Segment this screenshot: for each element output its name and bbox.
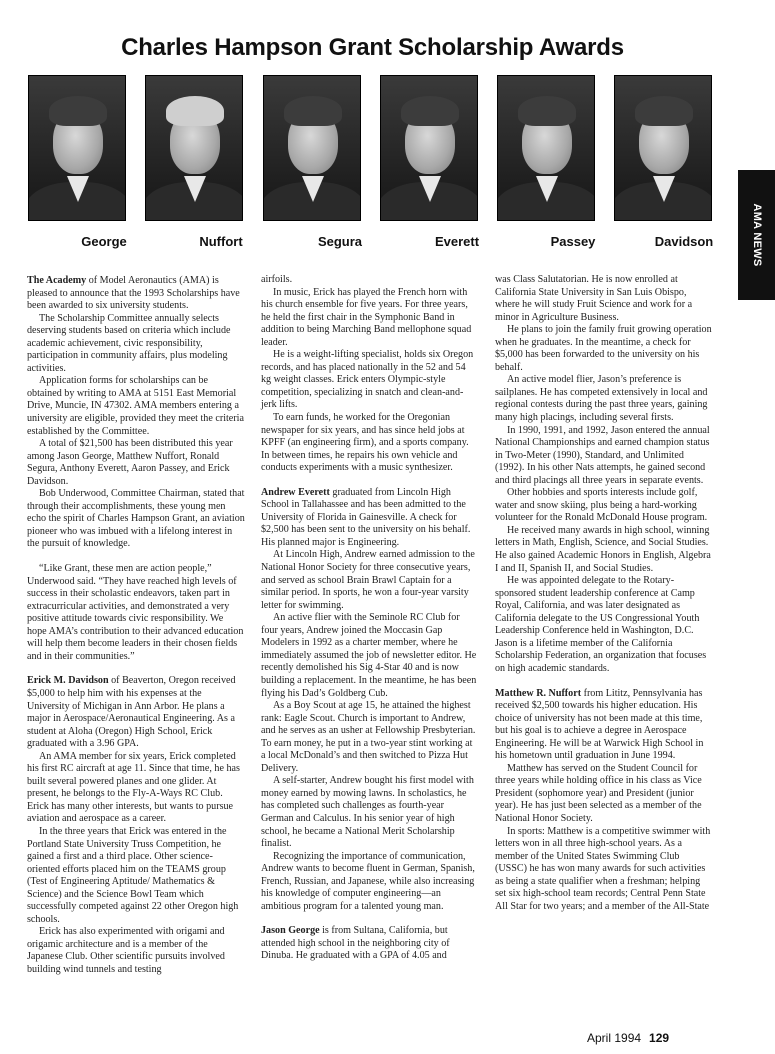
issue-date: April 1994 xyxy=(587,1031,642,1045)
article-column-2 xyxy=(261,274,478,963)
paragraph-text: “Like Grant, these men are action people,” Underwood said. “They have reached high levels of success in their scholastic endeavors, taken part in extracurricular activities, and demonstrated a very positive attitude towards civic responsibility. We hope AMA’s contribution to their advanced education will help them become leaders in their chosen fields and in their communities.” xyxy=(27,563,244,662)
paragraph-text: of Model Aeronautics (AMA) is pleased to announce that the 1993 Scholarships have been awarded to six university students. xyxy=(27,275,240,312)
paragraph-lead: Erick M. Davidson xyxy=(27,675,109,687)
article-column-3 xyxy=(495,274,713,913)
paragraph-text: He received many awards in high school, winning letters in Math, English, Science, and Social Studies. He also gained Academic Honors in English, Algebra I and II, Spanish II, and Social Studies. xyxy=(495,524,711,574)
paragraph-text: He is a weight-lifting specialist, holds six Oregon records, and has placed nationally in the 52 and 54 kg weight classes. Erick enters Olympic-style competition, specializing in snatch and clean-and-jerk lifts. xyxy=(261,349,474,411)
article-paragraph xyxy=(495,487,713,525)
article-paragraph xyxy=(261,274,478,287)
paragraph-text: Other hobbies and sports interests include golf, water and snow skiing, plus being a hard-working volunteer for the Ronald McDonald House program. xyxy=(495,487,708,524)
paragraph-text: A self-starter, Andrew bought his first model with money earned by mowing lawns. In scholastics, he has completed such challenges as fourth-year German and Calculus. In his senior year of high school, he became a National Merit Scholarship finalist. xyxy=(261,775,474,850)
paragraph-text: Bob Underwood, Committee Chairman, stated that through their accomplishments, these young men echo the spirit of Charles Hampson Grant, an aviation pioneer who was imbued with a lifelong interest in the pursuit of knowledge. xyxy=(27,488,245,550)
photo-segura xyxy=(263,75,361,221)
paragraph-text: Application forms for scholarships can be obtained by writing to AMA at 5151 East Memorial Drive, Muncie, IN 47302. AMA members entering a university are eligible, provided they meet the criteria established by the Committee. xyxy=(27,375,244,437)
article-paragraph xyxy=(261,925,478,963)
paragraph-text: In the three years that Erick was entered in the Portland State University Truss Competition, he gained a first and a third place. Other science-oriented efforts placed him on the TEAMS group (Test of Engineering Aptitude/ Mathematics & Science) and the Science Bowl Team which successfully competed against 22 other Oregon high schools. xyxy=(27,825,239,925)
paragraph-text: An AMA member for six years, Erick completed his first RC aircraft at age 11. Since that time, he has built several powered planes and one glider. At present, he belongs to the Fly-A-Ways RC Club. Erick has many other interests, but wants to pursue aviation and aerospace as a career. xyxy=(27,750,240,825)
article-paragraph xyxy=(495,826,713,914)
paragraph-text: graduated from Lincoln High School in Tallahassee and has been admitted to the University of Florida in Gainesville. A check for $2,500 has been sent to the university on his behalf. His planned major is Engineering. xyxy=(261,486,471,548)
paragraph-text: Recognizing the importance of communication, Andrew wants to become fluent in German, Spanish, French, Russian, and Japanese, while also increasing his knowledge of computer engineering—an ambitious program for a talented young man. xyxy=(261,850,475,912)
page-title: Charles Hampson Grant Scholarship Awards xyxy=(121,34,624,61)
paragraph-text: of Beaverton, Oregon received $5,000 to help him with his expenses at the University of Michigan in Ann Arbor. He plans a major in Aerospace/Aeronautical Engineering. As a student at Aloha (Oregon) High School, Erick graduated with a 3.96 GPA. xyxy=(27,675,236,750)
photo-davidson xyxy=(614,75,712,221)
caption-passey: Passey xyxy=(550,234,596,249)
article-paragraph xyxy=(27,438,245,488)
article-paragraph xyxy=(27,926,245,976)
article-paragraph xyxy=(261,287,478,350)
article-paragraph xyxy=(261,775,478,850)
article-paragraph xyxy=(261,700,478,775)
paragraph-text: He was appointed delegate to the Rotary-sponsored student leadership conference at Camp Royal, California, and was later designated as California delegate to the US Congressional Youth Leadership Conference held in Washington, D.C. Jason is a lifetime member of the California Scholarship Federation, an organization that focuses on high academic standards. xyxy=(495,575,707,674)
paragraph-text: A total of $21,500 has been distributed this year among Jason George, Matthew Nuffort, Ronald Segura, Anthony Everett, Aaron Passey, and Erick Davidson. xyxy=(27,438,233,487)
caption-nuffort: Nuffort xyxy=(199,234,243,249)
article-paragraph xyxy=(495,525,713,575)
section-tab-label: AMA NEWS xyxy=(750,203,763,267)
article-paragraph xyxy=(27,275,245,313)
paragraph-text: Matthew has served on the Student Council for three years while holding office in his class as Vice President (sophomore year) and President (junior year). He has just been selected as a member of the National Honor Society. xyxy=(495,762,702,824)
article-column-1 xyxy=(27,275,245,977)
article-paragraph xyxy=(495,688,713,763)
paragraph-text: from Lititz, Pennsylvania has received $2,500 towards his higher education. His choice of university has not been made at this time, but his goal is to achieve a degree in Aerospace Engineering. He will be at Warwick High School in his hometown until graduation in June 1994. xyxy=(495,687,704,762)
article-paragraph xyxy=(261,349,478,412)
caption-everett: Everett xyxy=(434,234,480,249)
paragraph-lead: The Academy xyxy=(27,275,87,286)
article-paragraph xyxy=(27,826,245,926)
article-paragraph xyxy=(27,675,245,750)
paragraph-lead: Matthew R. Nuffort xyxy=(495,687,582,699)
paragraph-text: In 1990, 1991, and 1992, Jason entered the annual National Championships and earned champion status in Two-Meter (1990), Standard, and Unlimited (1992). In his other Nats attempts, he gained second and third placings all three years in separate events. xyxy=(495,424,710,486)
caption-segura: Segura xyxy=(317,234,363,249)
article-paragraph xyxy=(27,488,245,551)
article-paragraph xyxy=(27,375,245,438)
article-paragraph xyxy=(495,763,713,826)
paragraph-lead: Andrew Everett xyxy=(261,486,330,498)
paragraph-text: airfoils. xyxy=(261,274,293,285)
page-footer xyxy=(587,1031,669,1045)
article-paragraph xyxy=(261,549,478,612)
paragraph-text: was Class Salutatorian. He is now enrolled at California State University in San Luis Obispo, where he will study Fruit Science and work for a minor in Agriculture Business. xyxy=(495,274,693,323)
article-paragraph xyxy=(495,374,713,424)
paragraph-text: The Scholarship Committee annually selects deserving students based on criteria which include academic achievement, civic responsibility, participation in community affairs, plus modeling activities. xyxy=(27,312,231,374)
article-paragraph xyxy=(495,324,713,374)
article-paragraph xyxy=(27,313,245,376)
paragraph-text: is from Sultana, California, but attended high school in the neighboring city of Dinuba. He graduated with a GPA of 4.05 and xyxy=(261,925,450,962)
paragraph-text: An active model flier, Jason’s preference is sailplanes. He has competed extensively in local and regional contests during the past three years, gaining many high placings, including several firsts. xyxy=(495,374,708,424)
paragraph-text: In music, Erick has played the French horn with his church ensemble for five years. For three years, he held the first chair in the Symphonic Band in addition to being Marching Band mellophone squad leader. xyxy=(261,286,472,348)
paragraph-text: As a Boy Scout at age 15, he attained the highest rank: Eagle Scout. Church is important to Andrew, and he serves as an usher at Fellowship Presbyterian. To earn money, he put in a two-year stint working at a local McDonald’s and then switched to Pizza Hut Delivery. xyxy=(261,700,476,774)
paragraph-text: In sports: Matthew is a competitive swimmer with letters won in all three high-school years. As a member of the United States Swimming Club (USSC) he has won many awards for such activities as being a state qualifier when a freshman; helping set six high-school team records; Central Penn State All Star for two years; and a member of the All-State xyxy=(495,825,711,912)
article-paragraph xyxy=(261,487,478,550)
paragraph-text: An active flier with the Seminole RC Club for four years, Andrew joined the Moccasin Gap Modelers in 1992 as a charter member, where he immediately assumed the job of newsletter editor. He recently demolished his Sig 4-Star 40 and is now building a replacement. In the meantime, he has been flying his Dad’s Goldberg Cub. xyxy=(261,612,477,699)
caption-george: George xyxy=(81,234,127,249)
photo-george xyxy=(28,75,126,221)
paragraph-text: At Lincoln High, Andrew earned admission to the National Honor Society for three consecutive years, and served as school Brain Brawl Captain for a similar period. In sports, he won a four-year varsity letter for swimming. xyxy=(261,549,475,611)
article-paragraph xyxy=(495,425,713,488)
article-paragraph xyxy=(261,612,478,700)
article-paragraph xyxy=(261,851,478,914)
article-paragraph xyxy=(261,412,478,475)
paragraph-lead: Jason George xyxy=(261,925,320,937)
article-paragraph xyxy=(27,563,245,663)
article-paragraph xyxy=(27,751,245,826)
photo-passey xyxy=(497,75,595,221)
article-paragraph xyxy=(495,274,713,324)
caption-davidson: Davidson xyxy=(654,234,714,249)
photo-everett xyxy=(380,75,478,221)
article-paragraph xyxy=(495,575,713,675)
paragraph-text: Erick has also experimented with origami and origamic architecture and is a member of the Japanese Club. Other scientific pursuits involved building wind tunnels and testing xyxy=(27,926,225,975)
page-number: 129 xyxy=(649,1031,670,1045)
paragraph-text: To earn funds, he worked for the Oregonian newspaper for six years, and has since held jobs at KPFF (an engineering firm), and a sports company. In between times, he repairs his own vehicle and conducts experiments with a music synthesizer. xyxy=(261,412,469,474)
photo-nuffort xyxy=(145,75,243,221)
paragraph-text: He plans to join the family fruit growing operation when he graduates. In the meantime, a check for $5,000 has been forwarded to the university on his behalf. xyxy=(495,324,712,373)
section-tab xyxy=(738,170,775,300)
